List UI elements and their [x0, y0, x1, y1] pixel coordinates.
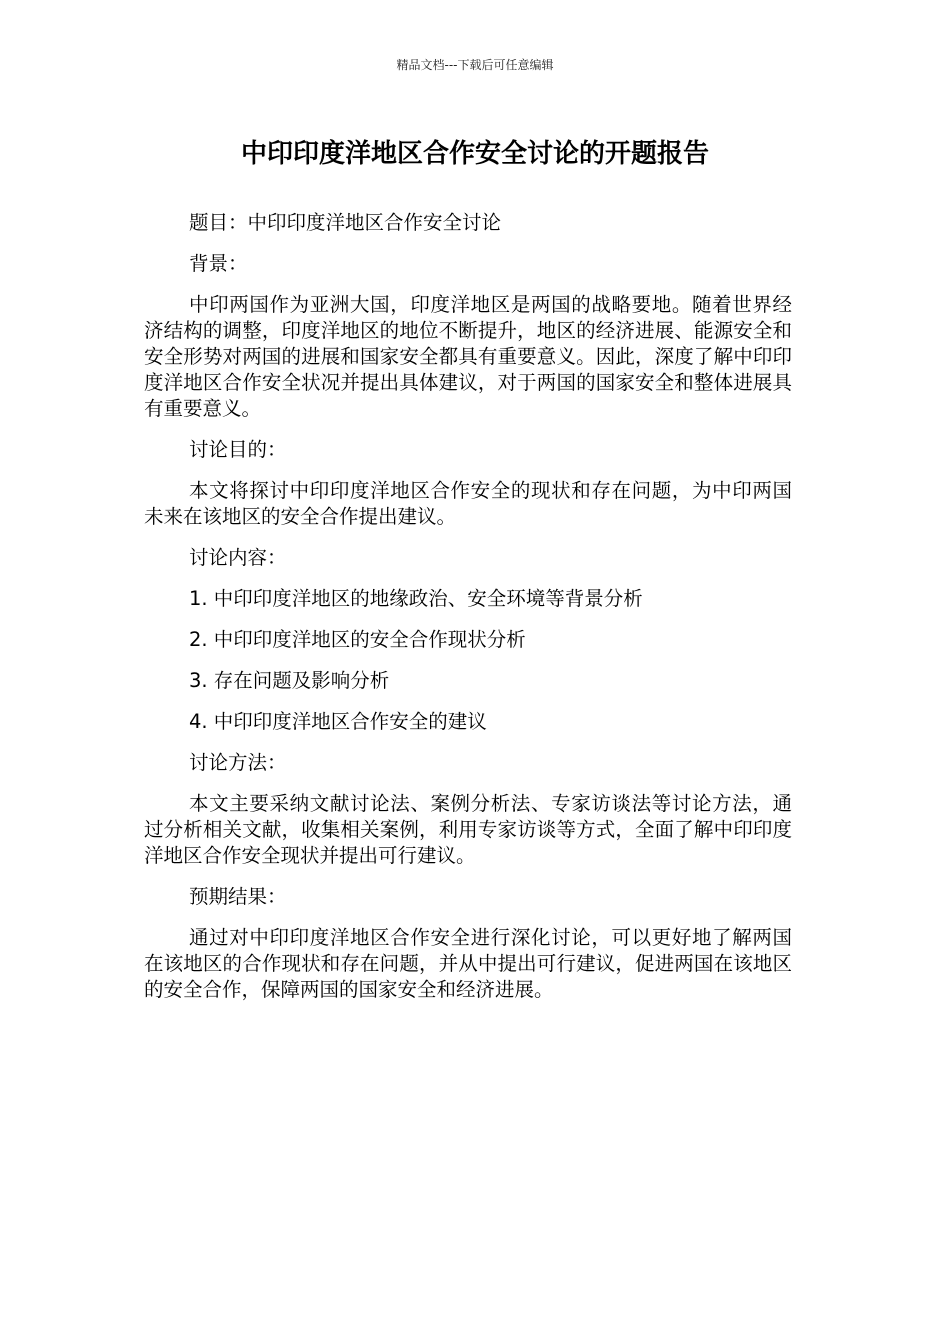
purpose-label: 讨论目的：: [189, 438, 287, 461]
header-note: 精品文档---下载后可任意编辑: [396, 58, 554, 72]
list-item: 3. 存在问题及影响分析: [189, 669, 390, 692]
method-paragraph: 本文主要采纳文献讨论法、案例分析法、专家访谈法等讨论方法，通过分析相关文献，收集相关案例，利用专家访谈等方式，全面了解中印印度洋地区合作安全现状并提出可行建议。: [144, 792, 792, 867]
list-item: 4. 中印印度洋地区合作安全的建议: [189, 710, 487, 733]
list-item: 2. 中印印度洋地区的安全合作现状分析: [189, 628, 526, 651]
result-paragraph: 通过对中印印度洋地区合作安全进行深化讨论，可以更好地了解两国在该地区的合作现状和存在问题，并从中提出可行建议，促进两国在该地区的安全合作，保障两国的国家安全和经济进展。: [144, 926, 792, 1001]
method-label: 讨论方法：: [189, 751, 287, 774]
document-body: [144, 210, 792, 1014]
topic-line: 题目：中印印度洋地区合作安全讨论: [189, 211, 502, 234]
content-list: [144, 586, 792, 735]
purpose-paragraph: 本文将探讨中印印度洋地区合作安全的现状和存在问题，为中印两国未来在该地区的安全合作提出建议。: [144, 479, 792, 528]
list-item: 1. 中印印度洋地区的地缘政治、安全环境等背景分析: [189, 587, 643, 610]
background-label: 背景：: [189, 252, 248, 275]
background-paragraph: 中印两国作为亚洲大国，印度洋地区是两国的战略要地。随着世界经济结构的调整，印度洋地区的地位不断提升，地区的经济进展、能源安全和安全形势对两国的进展和国家安全都具有重要意义。因此，深度了解中印印度洋地区合作安全状况并提出具体建议，对于两国的国家安全和整体进展具有重要意义。: [144, 293, 792, 420]
document-title: 中印印度洋地区合作安全讨论的开题报告: [240, 139, 709, 169]
result-label: 预期结果：: [189, 885, 287, 908]
content-label: 讨论内容：: [189, 546, 287, 569]
